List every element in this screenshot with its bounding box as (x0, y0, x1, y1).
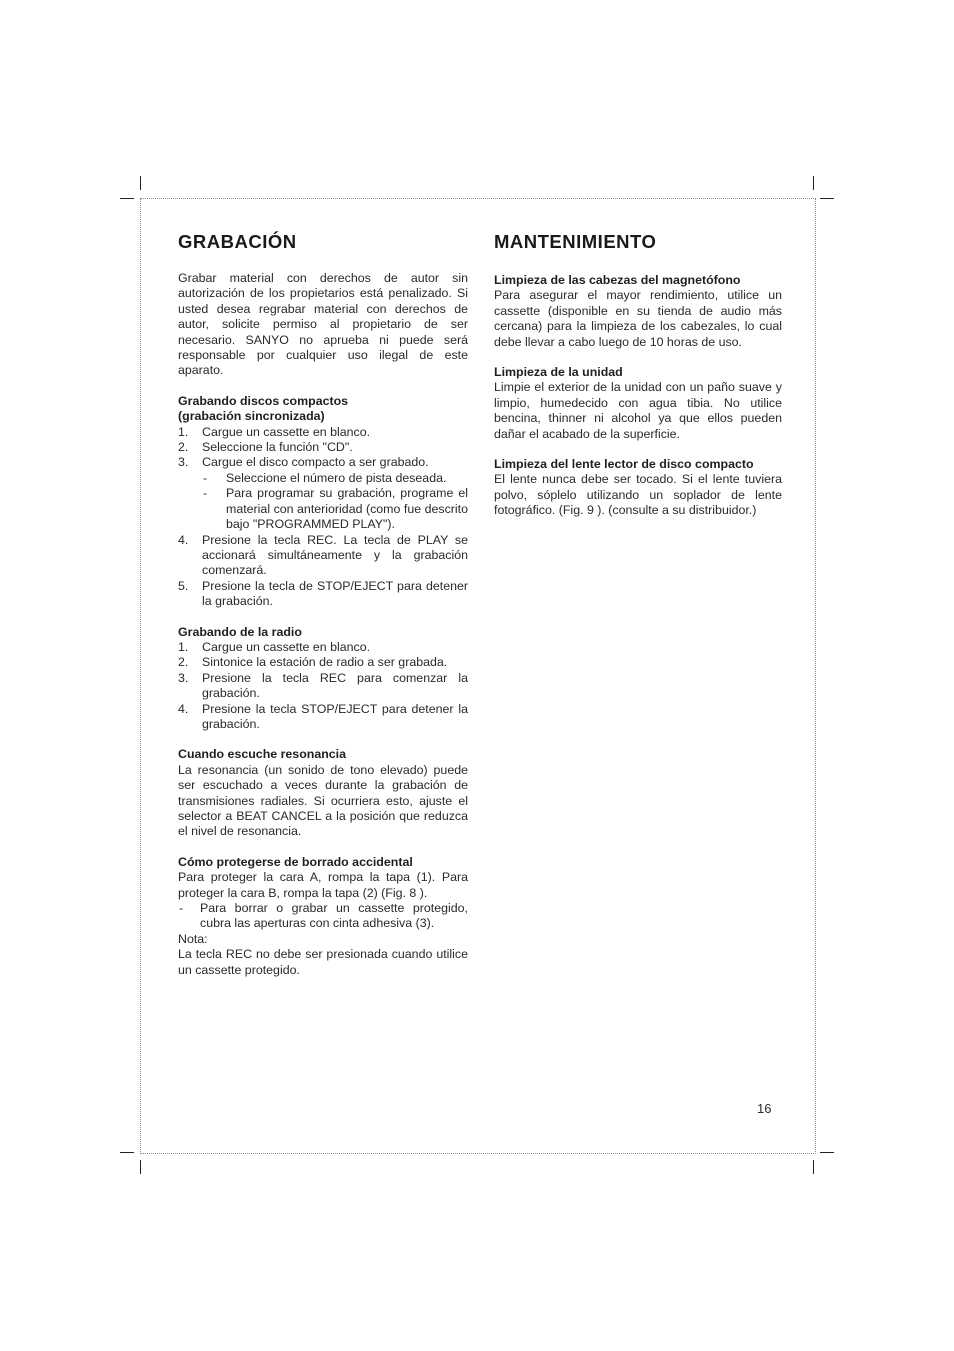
crop-mark (140, 1160, 141, 1174)
grabacion-title: GRABACIÓN (178, 231, 297, 252)
list-item: 2. Sintonice la estación de radio a ser grabada. (178, 655, 448, 670)
cd-subheading: (grabación sincronizada) (178, 409, 325, 424)
resonance-text: La resonancia (un sonido de tono elevado) puede ser escuchado a veces durante la grabación de transmisiones radiales. Si ocurriera esto, ajuste el selector a BEAT CANCEL a la posición que reduzca el nivel de resonancia. (178, 762, 468, 839)
radio-recording-section (178, 625, 468, 733)
lens-cleaning-heading: Limpieza del lente lector de disco compacto (494, 457, 754, 472)
note-label: Nota: (178, 931, 208, 946)
resonance-heading: Cuando escuche resonancia (178, 747, 347, 762)
lens-cleaning-section (494, 457, 782, 519)
cd-heading: Grabando discos compactos (178, 393, 349, 408)
lens-cleaning-text: El lente nunca debe ser tocado. Si el lente tuviera polvo, sóplelo utilizando un soplador de lente fotográfico. (Fig. 9 ). (consulte a su distribuidor.) (494, 472, 782, 518)
erase-protection-tip: - Para borrar o grabar un cassette protegido, cubra las aperturas con cinta adhesiva (3). (179, 901, 468, 931)
list-item: 2. Seleccione la función "CD". (178, 440, 353, 455)
page-number: 16 (757, 1101, 772, 1116)
list-item: 4. Presione la tecla REC. La tecla de PLAY se accionará simultáneamente y la grabación comenzará. (178, 532, 468, 578)
list-item: 4. Presione la tecla STOP/EJECT para detener la grabación. (178, 701, 468, 731)
resonance-section (178, 747, 468, 839)
list-item: 1. Cargue un cassette en blanco. (178, 424, 371, 439)
note-text: La tecla REC no debe ser presionada cuando utilice un cassette protegido. (178, 947, 468, 977)
crop-mark (813, 1160, 814, 1174)
list-item: - Seleccione el número de pista deseada. (203, 470, 447, 485)
mantenimiento-title: MANTENIMIENTO (494, 231, 657, 252)
crop-mark (120, 1152, 134, 1153)
list-item: 3. Presione la tecla REC para comenzar la grabación. (178, 670, 468, 701)
unit-cleaning-text: Limpie el exterior de la unidad con un paño suave y limpio, humedecido con agua tibia. No utilice bencina, thinner ni alcohol ya que ellos pueden dañar el acabado de la superficie. (494, 380, 782, 441)
list-item: 3. Cargue el disco compacto a ser grabado. - Seleccione el número de pista deseada. - Para programar su grabación, programe el material con anterioridad (como fue descrito bajo "PROGRAMMED PLAY"). (178, 455, 468, 532)
head-cleaning-heading: Limpieza de las cabezas del magnetófono (494, 273, 741, 287)
crop-mark (813, 176, 814, 190)
cd-steps (178, 425, 468, 610)
crop-mark (120, 198, 134, 199)
crop-mark (820, 198, 834, 199)
radio-steps (178, 640, 468, 732)
cd-recording-section (178, 394, 468, 610)
head-cleaning-section (494, 273, 782, 350)
list-item: - Para programar su grabación, programe el material con anterioridad (como fue descrito bajo "PROGRAMMED PLAY"). (203, 486, 468, 532)
crop-mark (140, 176, 141, 190)
grabacion-intro: Grabar material con derechos de autor sin autorización de los propietarios está penalizado. Si usted desea regrabar material con derechos de autor, solicite permiso al propietario de ser necesario. SANYO no aprueba ni puede será responsable por cualquier uso ilegal de este aparato. (178, 271, 468, 378)
list-item: 5. Presione la tecla de STOP/EJECT para detener la grabación. (178, 578, 468, 609)
mantenimiento-column (494, 230, 782, 519)
unit-cleaning-section (494, 365, 782, 442)
erase-protection-section (178, 855, 468, 978)
erase-protection-heading: Cómo protegerse de borrado accidental (178, 854, 413, 869)
erase-protection-text: Para proteger la cara A, rompa la tapa (1). Para proteger la cara B, rompa la tapa (2) (Fig. 8 ). (178, 870, 468, 900)
grabacion-column (178, 230, 468, 978)
unit-cleaning-heading: Limpieza de la unidad (494, 365, 623, 380)
head-cleaning-text: Para asegurar el mayor rendimiento, utilice un cassette (disponible en su tienda de audio más cercana) para la limpieza de los cabezales, lo cual debe llevar a cabo luego de 10 horas de uso. (494, 288, 782, 349)
list-item: 1. Cargue un cassette en blanco. (178, 639, 371, 654)
radio-heading: Grabando de la radio (178, 624, 302, 639)
crop-mark (820, 1152, 834, 1153)
cd-step-3-subitems (202, 471, 468, 533)
